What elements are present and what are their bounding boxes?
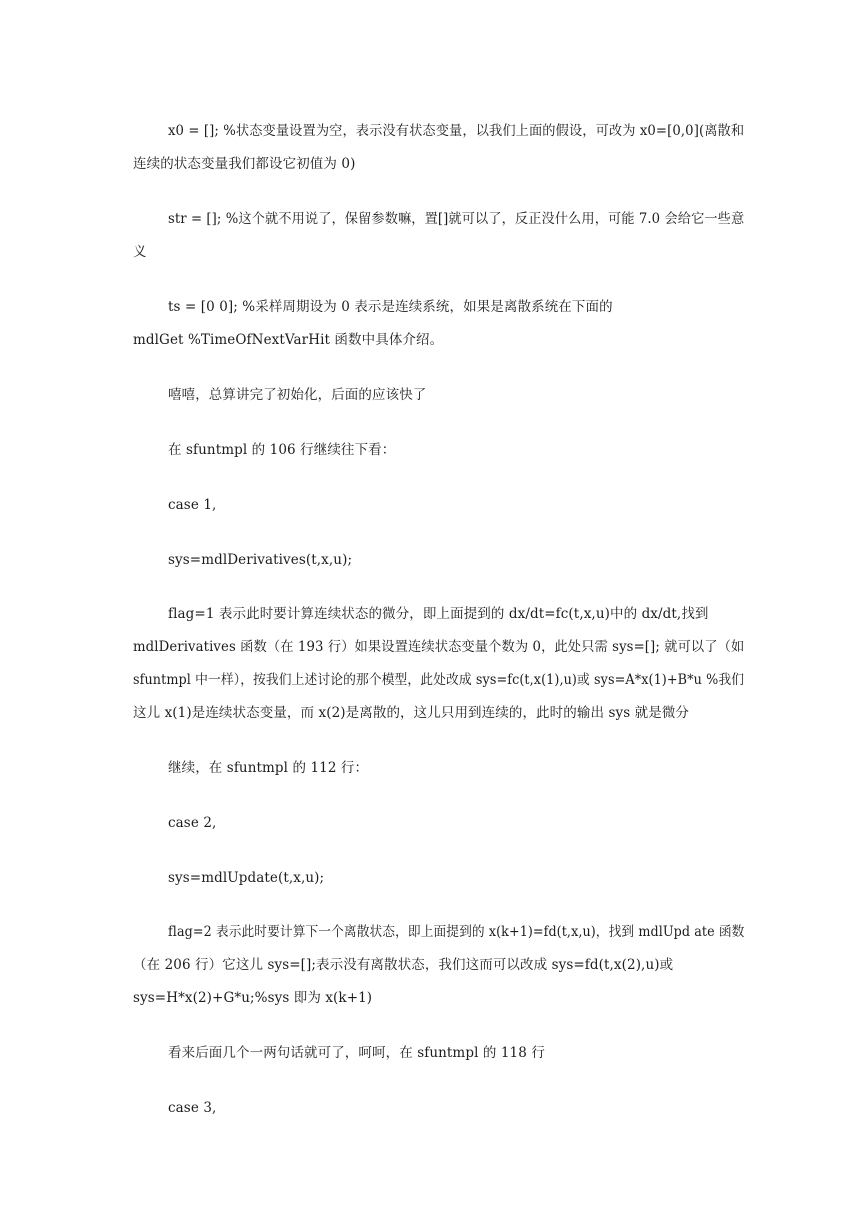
paragraph-x0-line2: 连续的状态变量我们都设它初值为 0) [133, 156, 356, 172]
paragraph-line-106: 在 sfuntmpl 的 106 行继续往下看： [168, 442, 396, 458]
paragraph-flag1-line3: sfuntmpl 中一样），按我们上述讨论的那个模型，此处改成 sys=fc(t,x(1),u)或 sys=A*x(1)+B*u %我们 [133, 672, 745, 688]
code-case-3: case 3, [168, 1100, 217, 1116]
paragraph-str-line2: 义 [133, 244, 147, 260]
paragraph-ts-line1: ts = [0 0]; %采样周期设为 0 表示是连续系统，如果是离散系统在下面的 [168, 299, 613, 315]
paragraph-line-118: 看来后面几个一两句话就可了，呵呵，在 sfuntmpl 的 118 行 [168, 1045, 545, 1061]
code-mdl-update: sys=mdlUpdate(t,x,u); [168, 870, 325, 886]
paragraph-ts-line2: mdlGet %TimeOfNextVarHit 函数中具体介绍。 [133, 332, 444, 348]
paragraph-flag1-line1: flag=1 表示此时要计算连续状态的微分，即上面提到的 dx/dt=fc(t,x,u)中的 dx/dt,找到 [168, 606, 709, 622]
paragraph-flag2-line3: sys=H*x(2)+G*u;%sys 即为 x(k+1) [133, 990, 373, 1006]
paragraph-x0-line1: x0 = []; %状态变量设置为空，表示没有状态变量，以我们上面的假设，可改为 x0=[0,0](离散和 [168, 123, 745, 139]
paragraph-flag1-line4: 这儿 x(1)是连续状态变量，而 x(2)是离散的，这儿只用到连续的，此时的输出 sys 就是微分 [133, 705, 690, 721]
code-case-1: case 1, [168, 497, 217, 513]
paragraph-line-112: 继续，在 sfuntmpl 的 112 行： [168, 760, 369, 776]
paragraph-init-done: 嘻嘻，总算讲完了初始化，后面的应该快了 [168, 387, 427, 403]
paragraph-flag2-line1: flag=2 表示此时要计算下一个离散状态，即上面提到的 x(k+1)=fd(t,x,u)，找到 mdlUpd ate 函数 [168, 924, 745, 940]
code-case-2: case 2, [168, 815, 217, 831]
code-mdl-derivatives: sys=mdlDerivatives(t,x,u); [168, 552, 353, 568]
paragraph-str-line1: str = []; %这个就不用说了，保留参数嘛，置[]就可以了，反正没什么用，可能 7.0 会给它一些意 [168, 211, 745, 227]
paragraph-flag2-line2: （在 206 行）它这儿 sys=[];表示没有离散状态，我们这而可以改成 sys=fd(t,x(2),u)或 [133, 957, 674, 973]
paragraph-flag1-line2: mdlDerivatives 函数（在 193 行）如果设置连续状态变量个数为 0，此处只需 sys=[]; 就可以了（如 [133, 639, 745, 655]
